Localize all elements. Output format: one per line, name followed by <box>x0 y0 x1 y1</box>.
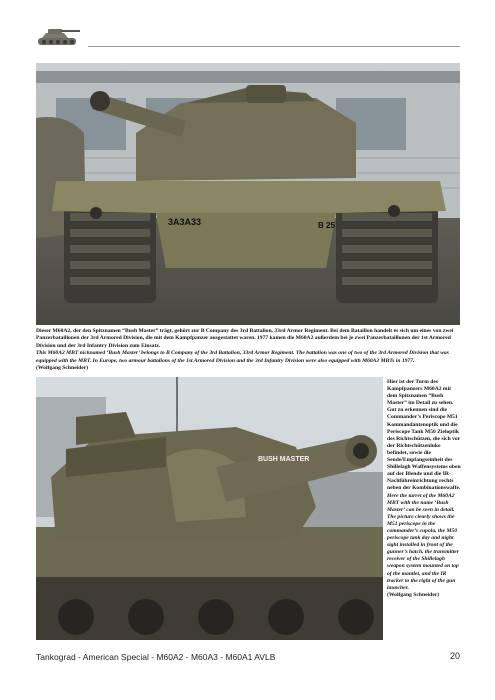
caption-top-english: This M60A2 MBT nicknamed ‘Bush Master’ belongs to B Company of the 3rd Battalion, 33rd Armor Regiment. The battalion was one of two of the 3rd Armored Division that was equipped with the MBT. In Europe, two armour battalions of the 1st Armored Division and the 3rd Infantry Division were also equipped with M60A2 MBTs in 1977. <box>36 350 449 364</box>
caption-top-credit: (Wolfgang Schneider) <box>36 365 89 372</box>
caption-side-credit: (Wolfgang Schneider) <box>387 591 440 598</box>
hull-number-marking: 3A3A33 <box>168 217 202 227</box>
caption-side-english: Here the turret of the M60A2 MBT with the name ‘Bush Master’ can be seen in detail. The picture clearly shows the M51 periscope in the commander’s cupola, the M50 periscope tank day and night sight installed in front of the gunner’s hatch, the transmitter receiver of the Shillelagh weapon system mounted on top of the mantlet, and the IR tracker to the right of the gun launcher. <box>387 492 459 591</box>
caption-top-german: Dieser M60A2, der den Spitznamen “Bush Master” trägt, gehört zur B Company des 3rd Battalion, 33rd Armor Regiment. Bei dem Bataillon handelt es sich um eines von zwei Panzerbataillonen der 3rd Armored Division, die mit dem Kampfpanzer ausgestattet waren. 1977 kamen die M60A2 außerdem bei je zwei Panzerbataillonen der 1st Armored Division und der 3rd Infantry Division zum Einsatz. <box>36 328 454 349</box>
turret-detail-photo <box>36 377 383 640</box>
caption-side-german: Hier ist der Turm des Kampfpanzers M60A2 mit dem Spitznamen “Bush Master” im Detail zu sehen. Gut zu erkennen sind die Commander’s Periscope M51 Kommandantenoptik und die Periscope Tank M50 Zieloptik des Richtschützen, die sich vor der Richtschützenluke befindet, sowie die Sende/Empfangseinheit des Shillelagh Waffensystems oben auf der Blende und die IR-Nachführeinrichtung rechts neben der Kombinationswaffe. <box>387 379 461 492</box>
header-rule <box>88 46 460 47</box>
turret-name-marking: BUSH MASTER <box>258 456 310 463</box>
photo-caption-top <box>36 328 460 372</box>
tank-logo <box>34 24 82 50</box>
fender-marking: B 25 <box>318 221 335 230</box>
photo-caption-side <box>387 379 461 599</box>
tank-front-photo <box>36 63 460 325</box>
footer-book-title: Tankograd - American Special - M60A2 - M60A3 - M60A1 AVLB <box>36 652 276 662</box>
page-number: 20 <box>449 651 460 661</box>
